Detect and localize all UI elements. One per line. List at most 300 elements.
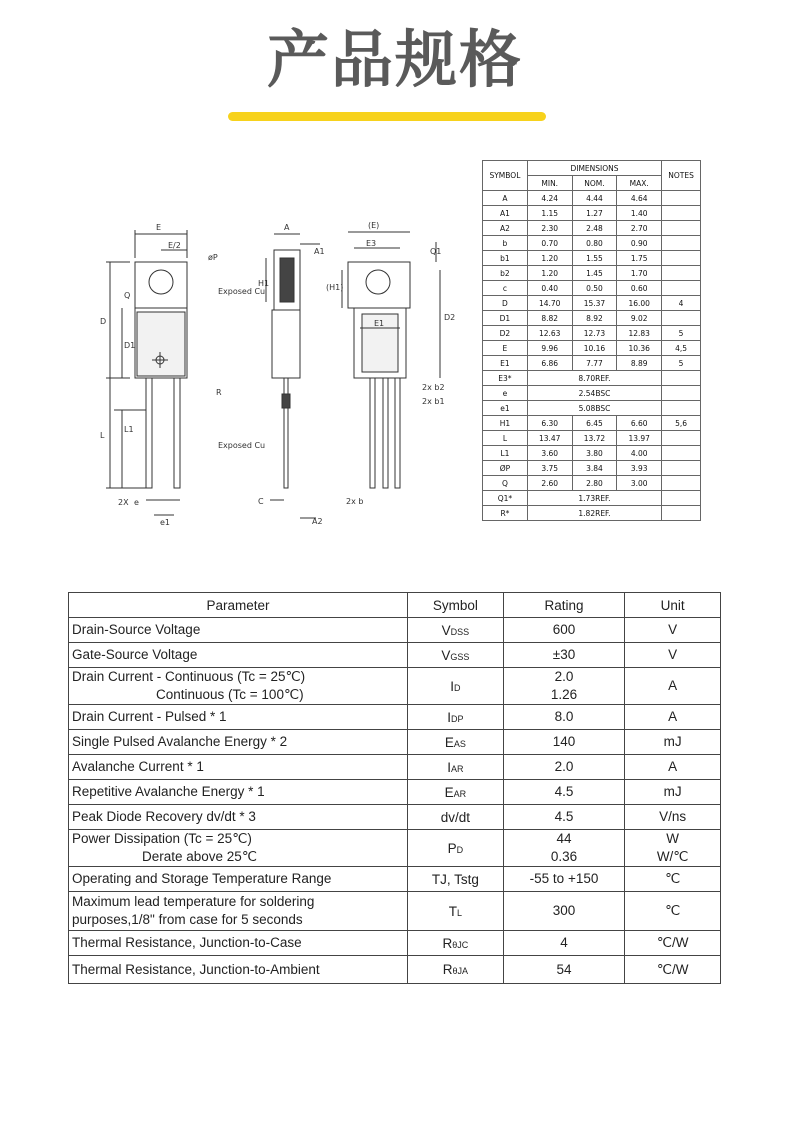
dim-min-cell: 12.63 — [527, 326, 572, 341]
parameter-text: Drain Current - Continuous (Tc = 25℃) — [72, 669, 306, 684]
parameter-cell — [69, 867, 408, 892]
rating-value-line2: 1.26 — [550, 687, 578, 702]
dim-notes-cell — [662, 281, 701, 296]
dim-symbol-cell: E1 — [483, 356, 528, 371]
label-A2: A2 — [312, 517, 323, 526]
dim-min-cell: 0.40 — [527, 281, 572, 296]
symbol-text: R — [442, 935, 453, 951]
table-row — [483, 476, 701, 491]
parameter-text: Thermal Resistance, Junction-to-Case — [72, 935, 302, 950]
symbol-cell — [407, 892, 503, 931]
rating-value: 600 — [552, 622, 576, 637]
parameter-cell — [69, 618, 408, 643]
label-e: e — [134, 498, 139, 507]
dim-header-symbol: SYMBOL — [483, 161, 528, 191]
rating-value: 4.5 — [554, 809, 574, 824]
dim-notes-cell — [662, 461, 701, 476]
dim-min-cell: 6.86 — [527, 356, 572, 371]
dim-max-cell: 6.60 — [617, 416, 662, 431]
dim-max-cell: 4.00 — [617, 446, 662, 461]
unit-cell — [625, 755, 721, 780]
symbol-cell — [407, 805, 503, 830]
label-2x-b: 2x b — [346, 497, 364, 506]
dim-notes-cell — [662, 446, 701, 461]
symbol-subscript: D — [456, 844, 464, 855]
table-row — [483, 206, 701, 221]
dim-symbol-cell: b1 — [483, 251, 528, 266]
rating-cell — [503, 956, 625, 984]
label-Q: Q — [124, 291, 131, 300]
dim-nom-cell: 2.48 — [572, 221, 617, 236]
label-Q1: Q1 — [430, 247, 442, 256]
unit-text: A — [668, 759, 678, 774]
label-D: D — [100, 317, 107, 326]
parameter-text: Gate-Source Voltage — [72, 647, 198, 662]
dim-symbol-cell: D1 — [483, 311, 528, 326]
dim-min-cell: 8.82 — [527, 311, 572, 326]
table-row — [483, 386, 701, 401]
parameter-text: Repetitive Avalanche Energy * 1 — [72, 784, 265, 799]
dim-min-cell: 1.20 — [527, 266, 572, 281]
symbol-cell — [407, 780, 503, 805]
symbol-text: P — [447, 840, 457, 856]
dim-notes-cell — [662, 401, 701, 416]
parameter-text: Drain-Source Voltage — [72, 622, 201, 637]
dim-nom-cell: 10.16 — [572, 341, 617, 356]
dim-nom-cell: 1.55 — [572, 251, 617, 266]
label-L: L — [100, 431, 105, 440]
parameter-cell — [69, 956, 408, 984]
table-row — [483, 416, 701, 431]
symbol-subscript: AR — [453, 788, 467, 799]
symbol-cell — [407, 755, 503, 780]
unit-cell — [625, 867, 721, 892]
dim-max-cell: 9.02 — [617, 311, 662, 326]
unit-cell — [625, 830, 721, 867]
dim-notes-cell — [662, 491, 701, 506]
unit-cell — [625, 618, 721, 643]
dim-header-min: MIN. — [527, 176, 572, 191]
dim-ref-value-cell: 1.82REF. — [527, 506, 661, 521]
rating-cell — [503, 830, 625, 867]
label-E1: E1 — [374, 319, 385, 328]
dim-notes-cell — [662, 236, 701, 251]
dim-ref-value-cell: 2.54BSC — [527, 386, 661, 401]
dim-ref-value-cell: 8.70REF. — [527, 371, 661, 386]
label-D1: D1 — [124, 341, 136, 350]
dim-symbol-cell: Q1* — [483, 491, 528, 506]
dim-symbol-cell: H1 — [483, 416, 528, 431]
label-2X-e: 2X — [118, 498, 129, 507]
parameter-text-line2: Continuous (Tc = 100℃) — [156, 687, 304, 702]
symbol-text: V — [441, 622, 451, 638]
rating-value-line2: 0.36 — [550, 849, 578, 864]
table-row — [483, 506, 701, 521]
dim-notes-cell: 5,6 — [662, 416, 701, 431]
symbol-text: E — [444, 734, 454, 750]
symbol-text: R — [442, 962, 453, 977]
label-A1: A1 — [314, 247, 325, 256]
parameter-cell — [69, 780, 408, 805]
parameter-text: Maximum lead temperature for soldering — [72, 894, 315, 909]
unit-text: mJ — [663, 784, 682, 799]
symbol-cell — [407, 618, 503, 643]
dim-symbol-cell: e — [483, 386, 528, 401]
unit-text: A — [668, 678, 678, 693]
dim-header-dimensions: DIMENSIONS — [527, 161, 661, 176]
label-L1: L1 — [124, 425, 134, 434]
unit-cell — [625, 956, 721, 984]
dim-max-cell: 13.97 — [617, 431, 662, 446]
unit-cell — [625, 805, 721, 830]
label-R: R — [216, 388, 222, 397]
dim-symbol-cell: A — [483, 191, 528, 206]
rating-cell — [503, 730, 625, 755]
rating-value: 4.5 — [554, 784, 574, 799]
unit-cell — [625, 892, 721, 931]
table-row — [483, 311, 701, 326]
dim-symbol-cell: A1 — [483, 206, 528, 221]
dim-notes-cell — [662, 311, 701, 326]
symbol-subscript: DP — [450, 713, 464, 724]
dim-symbol-cell: E — [483, 341, 528, 356]
unit-text: ℃/W — [656, 961, 689, 977]
rating-value: ±30 — [552, 647, 576, 662]
dim-max-cell: 1.70 — [617, 266, 662, 281]
label-E-half: E/2 — [168, 241, 181, 250]
dim-symbol-cell: L — [483, 431, 528, 446]
rating-cell — [503, 931, 625, 956]
dim-nom-cell: 7.77 — [572, 356, 617, 371]
dim-max-cell: 12.83 — [617, 326, 662, 341]
rating-value: 4 — [560, 935, 568, 950]
rating-header-rating: Rating — [503, 593, 625, 618]
dim-notes-cell — [662, 206, 701, 221]
table-row — [69, 643, 721, 668]
unit-text: V/ns — [659, 809, 687, 824]
dim-max-cell: 3.00 — [617, 476, 662, 491]
dim-ref-value-cell: 1.73REF. — [527, 491, 661, 506]
dim-nom-cell: 3.80 — [572, 446, 617, 461]
unit-cell — [625, 643, 721, 668]
symbol-cell — [407, 830, 503, 867]
rating-value: 44 — [556, 831, 572, 846]
symbol-text: I — [447, 759, 451, 775]
page-title: 产品规格 — [266, 23, 523, 96]
dim-nom-cell: 12.73 — [572, 326, 617, 341]
dim-max-cell: 1.75 — [617, 251, 662, 266]
dim-max-cell: 1.40 — [617, 206, 662, 221]
rating-cell — [503, 892, 625, 931]
dim-notes-cell — [662, 431, 701, 446]
dim-symbol-cell: D2 — [483, 326, 528, 341]
rating-header-symbol: Symbol — [407, 593, 503, 618]
dim-min-cell: 2.60 — [527, 476, 572, 491]
symbol-subscript: θJA — [452, 966, 468, 976]
table-row — [483, 401, 701, 416]
symbol-subscript: θJC — [452, 939, 469, 950]
dimensions-table-body — [483, 191, 701, 521]
unit-text: V — [668, 647, 678, 662]
rating-cell — [503, 805, 625, 830]
dim-symbol-cell: ØP — [483, 461, 528, 476]
table-row — [483, 191, 701, 206]
symbol-subscript: AR — [450, 763, 464, 774]
dim-nom-cell: 0.50 — [572, 281, 617, 296]
unit-cell — [625, 931, 721, 956]
dim-min-cell: 4.24 — [527, 191, 572, 206]
table-row — [69, 892, 721, 931]
dim-notes-cell — [662, 221, 701, 236]
dim-symbol-cell: Q — [483, 476, 528, 491]
dim-symbol-cell: b — [483, 236, 528, 251]
dim-nom-cell: 4.44 — [572, 191, 617, 206]
rating-cell — [503, 780, 625, 805]
symbol-cell — [407, 956, 503, 984]
table-row — [69, 830, 721, 867]
label-C: C — [258, 497, 264, 506]
label-2x-b1: 2x b1 — [422, 397, 445, 406]
dim-min-cell: 1.20 — [527, 251, 572, 266]
unit-cell — [625, 668, 721, 705]
table-row — [69, 730, 721, 755]
dim-max-cell: 0.60 — [617, 281, 662, 296]
parameter-cell — [69, 755, 408, 780]
dim-notes-cell — [662, 191, 701, 206]
table-row — [69, 755, 721, 780]
label-e1: e1 — [160, 518, 171, 527]
dim-notes-cell: 4,5 — [662, 341, 701, 356]
label-phiP: øP — [208, 253, 218, 262]
table-row — [483, 431, 701, 446]
label-exposed-cu-1: Exposed Cu — [218, 287, 266, 296]
front-view — [106, 230, 187, 515]
dimensions-table — [482, 160, 701, 521]
dim-max-cell: 8.89 — [617, 356, 662, 371]
dim-header-max: MAX. — [617, 176, 662, 191]
label-D2: D2 — [444, 313, 456, 322]
dim-symbol-cell: A2 — [483, 221, 528, 236]
rating-value: 2.0 — [554, 669, 574, 684]
table-row — [483, 326, 701, 341]
table-row — [69, 931, 721, 956]
parameter-cell — [69, 892, 408, 931]
rating-cell — [503, 643, 625, 668]
dim-notes-cell: 4 — [662, 296, 701, 311]
dim-symbol-cell: D — [483, 296, 528, 311]
table-row — [483, 221, 701, 236]
label-E3: E3 — [366, 239, 377, 248]
symbol-cell — [407, 643, 503, 668]
table-row — [483, 446, 701, 461]
table-row — [483, 251, 701, 266]
symbol-subscript: L — [456, 907, 462, 918]
symbol-text: T — [448, 903, 457, 919]
dim-nom-cell: 13.72 — [572, 431, 617, 446]
table-row — [69, 705, 721, 730]
table-row — [483, 461, 701, 476]
dim-nom-cell: 0.80 — [572, 236, 617, 251]
parameter-cell — [69, 730, 408, 755]
dim-max-cell: 10.36 — [617, 341, 662, 356]
table-row — [69, 780, 721, 805]
table-row — [483, 296, 701, 311]
dim-nom-cell: 8.92 — [572, 311, 617, 326]
dim-nom-cell: 15.37 — [572, 296, 617, 311]
symbol-text: V — [441, 647, 451, 663]
parameter-cell — [69, 705, 408, 730]
dim-min-cell: 1.15 — [527, 206, 572, 221]
dim-nom-cell: 1.45 — [572, 266, 617, 281]
symbol-cell — [407, 730, 503, 755]
parameter-text: Drain Current - Pulsed * 1 — [72, 709, 227, 724]
dim-max-cell: 4.64 — [617, 191, 662, 206]
symbol-cell — [407, 867, 503, 892]
title-underline — [228, 112, 546, 121]
parameter-text: Operating and Storage Temperature Range — [72, 871, 332, 886]
unit-cell — [625, 705, 721, 730]
dim-header-notes: NOTES — [662, 161, 701, 191]
parameter-text: Single Pulsed Avalanche Energy * 2 — [72, 734, 288, 749]
symbol-text: dv/dt — [440, 809, 470, 825]
table-row — [483, 341, 701, 356]
dim-notes-cell: 5 — [662, 356, 701, 371]
table-row — [69, 956, 721, 984]
ratings-table — [68, 592, 721, 984]
rating-value: 2.0 — [554, 759, 574, 774]
parameter-cell — [69, 830, 408, 867]
symbol-text: E — [444, 784, 454, 800]
unit-text: V — [668, 622, 678, 637]
symbol-text: TJ, Tstg — [431, 871, 479, 887]
dim-nom-cell: 3.84 — [572, 461, 617, 476]
parameter-text-line2: Derate above 25℃ — [142, 849, 257, 864]
dim-symbol-cell: E3* — [483, 371, 528, 386]
table-row — [483, 281, 701, 296]
rating-value: 140 — [552, 734, 576, 749]
back-view — [342, 232, 440, 488]
label-H1: H1 — [258, 279, 270, 288]
dim-ref-value-cell: 5.08BSC — [527, 401, 661, 416]
side-view — [266, 234, 320, 518]
unit-text: mJ — [663, 734, 682, 749]
rating-value: 54 — [556, 961, 572, 977]
unit-cell — [625, 730, 721, 755]
dim-max-cell: 3.93 — [617, 461, 662, 476]
unit-text: W — [666, 831, 680, 846]
rating-cell — [503, 705, 625, 730]
dim-min-cell: 0.70 — [527, 236, 572, 251]
table-row — [69, 867, 721, 892]
dim-min-cell: 6.30 — [527, 416, 572, 431]
unit-text-line2: W/℃ — [656, 849, 689, 864]
symbol-cell — [407, 705, 503, 730]
unit-text: A — [668, 709, 678, 724]
rating-value: -55 to +150 — [529, 871, 599, 886]
symbol-text: I — [447, 709, 451, 725]
symbol-subscript: GSS — [450, 651, 470, 662]
table-row — [69, 618, 721, 643]
symbol-subscript: D — [453, 682, 461, 693]
parameter-cell — [69, 668, 408, 705]
label-E: E — [156, 223, 162, 232]
dim-min-cell: 9.96 — [527, 341, 572, 356]
dim-symbol-cell: L1 — [483, 446, 528, 461]
dim-min-cell: 2.30 — [527, 221, 572, 236]
parameter-cell — [69, 931, 408, 956]
table-row — [69, 668, 721, 705]
rating-value: 300 — [552, 903, 576, 918]
dim-nom-cell: 2.80 — [572, 476, 617, 491]
symbol-subscript: AS — [453, 738, 466, 749]
parameter-text-line2: purposes,1/8" from case for 5 seconds — [72, 912, 303, 927]
table-row — [483, 491, 701, 506]
label-E-paren: (E) — [368, 221, 380, 230]
ratings-table-body — [69, 618, 721, 984]
dim-symbol-cell: e1 — [483, 401, 528, 416]
symbol-cell — [407, 931, 503, 956]
rating-header-parameter: Parameter — [69, 593, 408, 618]
dim-notes-cell — [662, 266, 701, 281]
dim-symbol-cell: c — [483, 281, 528, 296]
parameter-cell — [69, 643, 408, 668]
dim-header-nom: NOM. — [572, 176, 617, 191]
label-H1-paren: (H1) — [326, 283, 344, 292]
package-outline-drawing — [90, 210, 470, 540]
dim-nom-cell: 1.27 — [572, 206, 617, 221]
label-A: A — [284, 223, 290, 232]
symbol-subscript: DSS — [450, 626, 470, 637]
unit-text: ℃ — [665, 871, 681, 886]
dim-notes-cell — [662, 371, 701, 386]
rating-cell — [503, 867, 625, 892]
rating-cell — [503, 755, 625, 780]
dim-min-cell: 14.70 — [527, 296, 572, 311]
dim-max-cell: 16.00 — [617, 296, 662, 311]
unit-cell — [625, 780, 721, 805]
table-row — [483, 371, 701, 386]
parameter-text: Power Dissipation (Tc = 25℃) — [72, 831, 252, 846]
dim-min-cell: 13.47 — [527, 431, 572, 446]
dim-notes-cell — [662, 506, 701, 521]
dim-symbol-cell: b2 — [483, 266, 528, 281]
rating-cell — [503, 618, 625, 643]
dim-min-cell: 3.60 — [527, 446, 572, 461]
symbol-cell — [407, 668, 503, 705]
dim-min-cell: 3.75 — [527, 461, 572, 476]
dim-notes-cell — [662, 386, 701, 401]
unit-text: ℃/W — [656, 935, 689, 950]
rating-header-unit: Unit — [625, 593, 721, 618]
dim-notes-cell — [662, 251, 701, 266]
label-exposed-cu-2: Exposed Cu — [218, 441, 266, 450]
parameter-text: Peak Diode Recovery dv/dt * 3 — [72, 809, 256, 824]
rating-value: 8.0 — [554, 709, 574, 724]
parameter-cell — [69, 805, 408, 830]
parameter-text: Thermal Resistance, Junction-to-Ambient — [72, 961, 320, 977]
symbol-text: I — [450, 678, 454, 694]
dim-max-cell: 0.90 — [617, 236, 662, 251]
table-row — [483, 236, 701, 251]
table-row — [483, 356, 701, 371]
rating-cell — [503, 668, 625, 705]
table-row — [483, 266, 701, 281]
dim-notes-cell: 5 — [662, 326, 701, 341]
dim-max-cell: 2.70 — [617, 221, 662, 236]
unit-text: ℃ — [665, 903, 681, 918]
dim-nom-cell: 6.45 — [572, 416, 617, 431]
label-2x-b2: 2x b2 — [422, 383, 445, 392]
